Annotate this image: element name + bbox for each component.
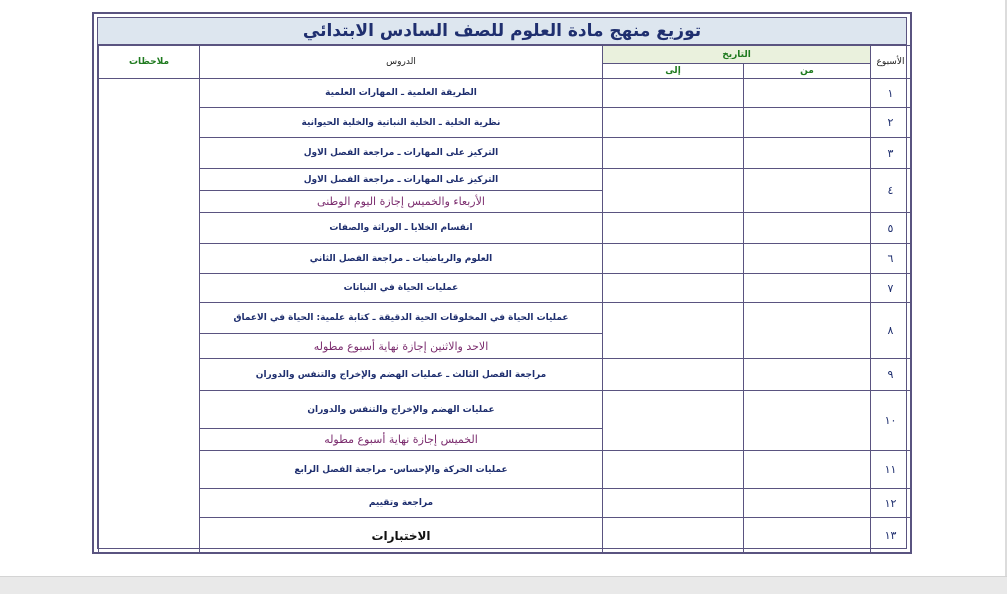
header-notes: ملاحظات xyxy=(99,46,200,79)
holiday-note: الأربعاء والخميس إجازة اليوم الوطنى xyxy=(200,191,603,213)
date-to-cell[interactable] xyxy=(603,244,744,274)
date-to-cell[interactable] xyxy=(603,79,744,108)
week-number: ٦ xyxy=(871,244,911,274)
lesson-cell: مراجعة الفصل الثالث ـ عمليات الهضم والإخراج والتنفس والدوران xyxy=(200,359,603,391)
week-number: ١ xyxy=(871,79,911,108)
table-row xyxy=(99,138,911,169)
header-week: الأسبوع xyxy=(871,46,911,79)
lesson-cell: التركيز على المهارات ـ مراجعة الفصل الاول xyxy=(200,138,603,169)
schedule-grid xyxy=(98,45,911,554)
date-to-cell[interactable] xyxy=(603,274,744,303)
holiday-note: الاحد والاثنين إجازة نهاية أسبوع مطوله xyxy=(200,334,603,359)
week-number: ١٢ xyxy=(871,489,911,518)
table-row xyxy=(99,451,911,489)
table-row xyxy=(99,391,911,429)
curriculum-table-frame xyxy=(92,12,912,554)
header-from: من xyxy=(744,64,871,79)
week-number: ١٠ xyxy=(871,391,911,451)
lesson-cell: الطريقة العلمية ـ المهارات العلمية xyxy=(200,79,603,108)
date-from-cell[interactable] xyxy=(744,303,871,359)
lesson-cell: مراجعة وتقييم xyxy=(200,489,603,518)
lesson-cell: نظرية الخلية ـ الخلية النباتية والخلية الحيوانية xyxy=(200,108,603,138)
table-row xyxy=(99,108,911,138)
header-lessons: الدروس xyxy=(200,46,603,79)
holiday-note: الخميس إجازة نهاية أسبوع مطوله xyxy=(200,429,603,451)
header-to: إلى xyxy=(603,64,744,79)
curriculum-table xyxy=(97,17,907,549)
page-title: توزيع منهج مادة العلوم للصف السادس الابتدائي xyxy=(98,18,906,45)
week-number: ٤ xyxy=(871,169,911,213)
lesson-cell: انقسام الخلايا ـ الوراثة والصفات xyxy=(200,213,603,244)
date-from-cell[interactable] xyxy=(744,274,871,303)
date-to-cell[interactable] xyxy=(603,518,744,554)
date-to-cell[interactable] xyxy=(603,489,744,518)
date-from-cell[interactable] xyxy=(744,391,871,451)
lesson-cell: التركيز على المهارات ـ مراجعة الفصل الاول xyxy=(200,169,603,191)
lesson-cell: عمليات الهضم والإخراج والتنفس والدوران xyxy=(200,391,603,429)
date-to-cell[interactable] xyxy=(603,391,744,451)
date-to-cell[interactable] xyxy=(603,169,744,213)
header-date: التاريخ xyxy=(603,46,871,64)
table-row xyxy=(99,359,911,391)
week-number: ٢ xyxy=(871,108,911,138)
table-row xyxy=(99,489,911,518)
table-row xyxy=(99,244,911,274)
date-from-cell[interactable] xyxy=(744,244,871,274)
date-from-cell[interactable] xyxy=(744,518,871,554)
lesson-cell: عمليات الحياة في النباتات xyxy=(200,274,603,303)
week-number: ٣ xyxy=(871,138,911,169)
date-to-cell[interactable] xyxy=(603,138,744,169)
date-from-cell[interactable] xyxy=(744,489,871,518)
date-to-cell[interactable] xyxy=(603,213,744,244)
date-from-cell[interactable] xyxy=(744,108,871,138)
notes-cell[interactable] xyxy=(99,79,200,554)
week-number: ٥ xyxy=(871,213,911,244)
lesson-cell: الاختبارات xyxy=(200,518,603,554)
date-from-cell[interactable] xyxy=(744,451,871,489)
table-row xyxy=(99,274,911,303)
date-from-cell[interactable] xyxy=(744,213,871,244)
date-to-cell[interactable] xyxy=(603,451,744,489)
week-number: ٩ xyxy=(871,359,911,391)
date-to-cell[interactable] xyxy=(603,359,744,391)
date-to-cell[interactable] xyxy=(603,303,744,359)
week-number: ٧ xyxy=(871,274,911,303)
lesson-cell: عمليات الحياة في المخلوقات الحية الدقيقة ـ كتابة علمية: الحياة في الاعماق xyxy=(200,303,603,334)
status-bar xyxy=(0,576,1007,594)
date-from-cell[interactable] xyxy=(744,359,871,391)
week-number: ٨ xyxy=(871,303,911,359)
table-row xyxy=(99,213,911,244)
date-from-cell[interactable] xyxy=(744,138,871,169)
date-to-cell[interactable] xyxy=(603,108,744,138)
week-number: ١١ xyxy=(871,451,911,489)
table-row xyxy=(99,303,911,334)
week-number: ١٣ xyxy=(871,518,911,554)
date-from-cell[interactable] xyxy=(744,169,871,213)
table-row xyxy=(99,169,911,191)
date-from-cell[interactable] xyxy=(744,79,871,108)
table-row xyxy=(99,79,911,108)
lesson-cell: عمليات الحركة والإحساس- مراجعة الفصل الرابع xyxy=(200,451,603,489)
table-row xyxy=(99,518,911,554)
lesson-cell: العلوم والرياضيات ـ مراجعة الفصل الثاني xyxy=(200,244,603,274)
